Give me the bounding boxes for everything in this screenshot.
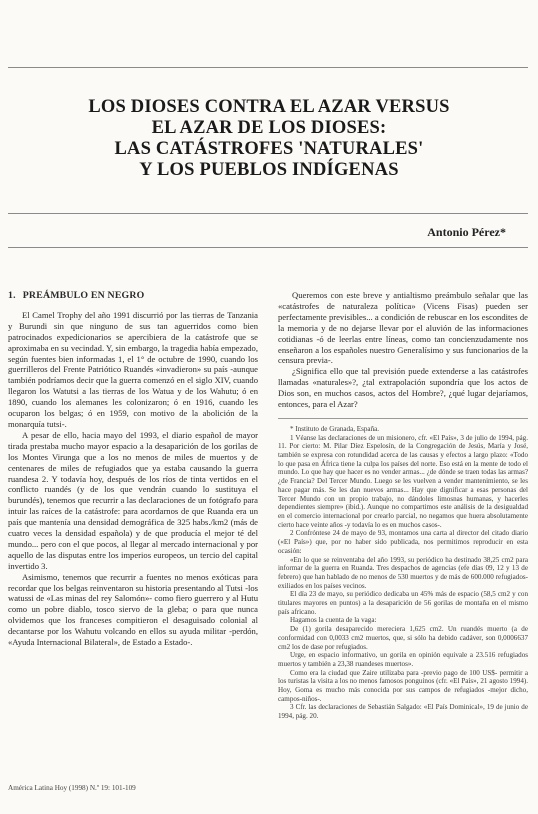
footnote: De (1) gorila desaparecido mereciera 1,625 cm2. Un ruandés muerto (a de conformidad con 0,0033 cm2 muertos, que, si sólo ha debido cadáver, son 0,0006637 cm2 los de dase por refugiados. <box>278 625 528 651</box>
top-rule <box>8 67 528 68</box>
left-column <box>8 290 258 648</box>
author-rule <box>8 247 528 248</box>
title-line: LAS CATÁSTROFES 'NATURALES' <box>114 139 424 159</box>
body-paragraph: A pesar de ello, hacia mayo del 1993, el diario español de mayor tirada prestaba mucho mayor espacio a la desaparición de los gorilas de los Montes Virunga que a los no menos de miles de muertos y de centenares de miles de refugiados que ya estaba causando la guerra ruandesa 2. Y todavía hoy, después de los ríos de tinta vertidos en el conflicto ruandés (y de los que vendrán cuando lo sustituya el burundés), tenemos que recurrir a las declaraciones de un fotógrafo para intuir las raíces de la catástrofe: para acordarnos de que Ruanda era un país que mantenía una densidad demográfica de 325 habs./km2 (más de cuatro veces la densidad española) y de que producía el mejor té del mundo... pero con el que pocos, al llegar al mercado internacional y por aquello de las disputas entre los imperios europeos, un tercio del capital invertido 3. <box>8 429 258 571</box>
article-title <box>20 97 518 181</box>
footnotes <box>278 418 528 721</box>
title-line: LOS DIOSES CONTRA EL AZAR VERSUS <box>88 97 450 117</box>
footnote: Como era la ciudad que Zaire utilizaba para -previo pago de 100 US$- permitir a los turistas la visita a los no menos famosos ponguinos (cfr. «El País», 21 agosto 1994). Hoy, Goma es mucho más conocida por sus campos de refugiados -mejor dicho, campos-niños-. <box>278 668 528 703</box>
author-name: Antonio Pérez* <box>427 225 506 239</box>
footnote: 2 Confróntese 24 de mayo de 93, montamos una carta al director del citado diario («El País») que, por no haber sido publicada, nos permitimos reproducir en esta ocasión: <box>278 529 528 555</box>
title-rule <box>8 213 528 214</box>
section-title: PREÁMBULO EN NEGRO <box>22 290 145 301</box>
footnote: 3 Cfr. las declaraciones de Sebastián Salgado: «El País Dominical», 19 de junio de 1994, pág. 20. <box>278 703 528 721</box>
title-line: EL AZAR DE LOS DIOSES: <box>151 118 387 138</box>
body-paragraph: El Camel Trophy del año 1991 discurrió por las tierras de Tanzania y Burundi sin que ninguno de sus tan aguerridos como bien patrocinados expedicionarios se apercibiera de la catástrofe que se aproximaba en su vecindad. Y, sin embargo, la tragedia había empezado, según fuentes bien informadas 1, el 1° de octubre de 1990, cuando los guerrilleros del Frente Patriótico Ruandés «invadieron» su país -aunque también podríamos decir que la guerra comenzó en el siglo XIV, cuando llegaron los Watutsi a las tierras de los Watua y de los Wahutu; ó en 1890, cuando los alemanes les colonizaron; ó en 1916, cuando les ocuparon los belgas; ó en 1959, con motivo de la abolición de la monarquía tutsi-. <box>8 309 258 429</box>
footnote: * Instituto de Granada, España. <box>290 424 380 433</box>
right-column <box>278 290 528 721</box>
body-paragraph: Asimismo, tenemos que recurrir a fuentes no menos exóticas para recordar que los belgas reinventaron su historia presentando al Tutsi -los watussi de «Las minas del rey Salomón»- como fiero guerrero y al Hutu como un pobre diablo, tosco siervo de la gleba; o para que nunca olvidemos que los franceses compitieron el desaguisado colonial al decantarse por los Wahutu volcando en ellos su ayuda militar -perdón, «Ayuda Internacional Bilateral», de Estado a Estado-. <box>8 571 258 648</box>
page-footer: América Latina Hoy (1998) N.º 19: 101-109 <box>8 784 136 792</box>
footnote: Hagamos la cuenta de la vaga: <box>290 616 377 625</box>
section-number: 1. <box>8 290 16 301</box>
body-paragraph: ¿Significa ello que tal previsión puede extenderse a las catástrofes llamadas «naturales»?, ¿tal extrapolación supondría que los actos de Dios son, en muchos casos, actos del Hombre?, ¿qué lugar dejaríamos, entonces, para el Azar? <box>278 366 528 410</box>
footnote: Urge, en espacio informativo, un gorila en opinión equivale a 23.516 refugiados muertos y también a 23,38 ruandeses muertos». <box>278 651 528 668</box>
title-line: Y LOS PUEBLOS INDÍGENAS <box>139 160 399 180</box>
body-paragraph: Queremos con este breve y antialtismo preámbulo señalar que las «catástrofes de naturaleza política» (Vicens Fisas) pueden ser perfectamente previsibles... a condición de rebuscar en los escondites de la memoria y de no dejarse llevar por el aluvión de las informaciones cotidianas -ó de leerlas entre líneas, como tan concienzudamente nos enseñaron a los españoles nuestro Generalísimo y sus funcionarios de la censura previa-. <box>278 290 528 366</box>
footnote: «En lo que se reinventaba del año 1993, su periódico ha destinado 38,25 cm2 para informar de la guerra en Ruanda. Tres despachos de agencias (efe días 09, 12 y 13 de febrero) que han hablado de no menos de 530 muertos y de más de 600.000 refugiados-exiliados en los países vecinos. <box>278 555 528 590</box>
footnote: El día 23 de mayo, su periódico dedicaba un 45% más de espacio (58,5 cm2 y con titulares mayores en puntos) a la desaparición de 56 gorilas de montaña en el mismo país africano. <box>278 590 528 616</box>
footnote: 1 Véanse las declaraciones de un misionero, cfr. «El País», 3 de julio de 1994, pág. 11. Por cierto: M. Pilar Díez Espelosín, de la Congregación de Jesús, María y José, también se expresa con rotundidad acerca de las causas y efectos a largo plazo: «Todo lo que pasa en África tiene la culpa los países del norte. Eso está en la mente de todo el mundo. Lo que hay que hacer es no vender armas... ¿de dónde se traen todas las armas? ¿de Francia? Del Tercer Mundo. Luego se les vuelven a vender mantenimiento, se les hace pagar más. Se les dan nuevos armas... Hay que dignificar a esas personas del Tercer Mundo con un propio trabajo, no dándoles limosnas humanas, y hacerles dependientes siempre» (ibid.). Aunque no compartimos este análisis de la desigualdad en el comercio internacional por crearlo parcial, no negamos que huera absolutamente cierto hace veinte años -y todavía lo es en muchos casos-. <box>278 433 528 529</box>
section-heading <box>8 291 258 302</box>
